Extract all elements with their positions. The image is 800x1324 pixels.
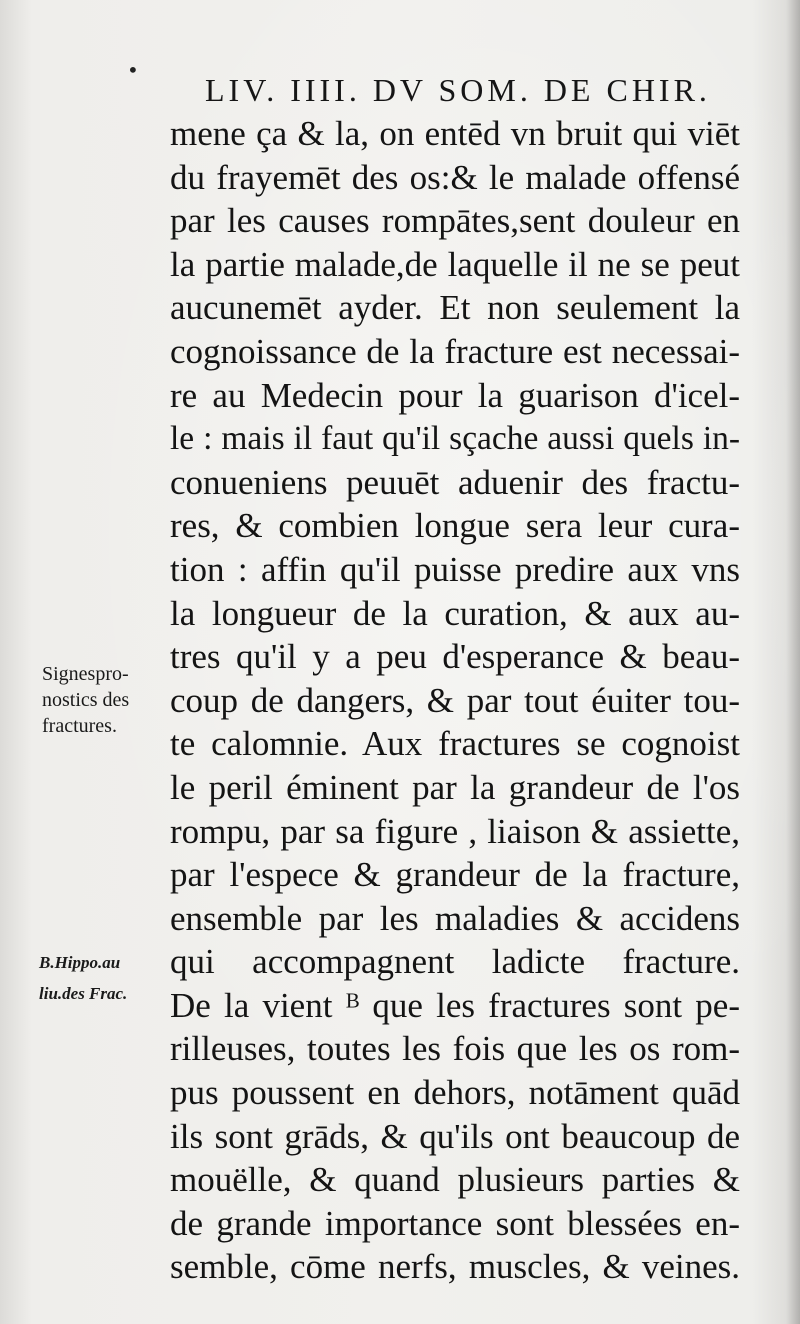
page-edge-shadow	[786, 0, 800, 1324]
margin-note-line: fractures.	[42, 715, 117, 737]
text-line: pus poussent en dehors, notāment quād	[170, 1073, 740, 1113]
text-line: le : mais il faut qu'il sçache aussi quels in-	[170, 420, 740, 458]
text-line: mouëlle, & quand plusieurs parties &	[170, 1160, 740, 1200]
text-line: semble, cōme nerfs, muscles, & veines.	[170, 1247, 740, 1287]
text-line: qui accompagnent ladicte fracture.	[170, 942, 740, 982]
text-line: ils sont grāds, & qu'ils ont beaucoup de	[170, 1116, 740, 1156]
text-line: res, & combien longue sera leur cura-	[170, 506, 740, 546]
text-line: aucunemēt ayder. Et non seulement la	[170, 288, 740, 328]
text-line: rompu, par sa figure , liaison & assiette,	[170, 811, 740, 851]
page-marker-dot: •	[127, 58, 139, 82]
text-line: la longueur de la curation, & aux au-	[170, 593, 740, 633]
text-line: par les causes rompātes,sent douleur en	[170, 201, 740, 241]
text-line: De la vient ᴮ que les fractures sont pe-	[170, 985, 740, 1025]
text-line: le peril éminent par la grandeur de l'os	[170, 767, 740, 807]
margin-note-hippocrates	[39, 947, 127, 1009]
text-line: re au Medecin pour la guarison d'icel-	[170, 375, 740, 415]
margin-note-line: nostics des	[42, 689, 130, 711]
text-line: du frayemēt des os:& le malade offensé	[170, 157, 740, 197]
text-line: conueniens peuuēt aduenir des fractu-	[170, 462, 740, 502]
margin-note-line: liu.des Frac.	[39, 984, 128, 1003]
text-line: coup de dangers, & par tout éuiter tou-	[170, 680, 740, 720]
margin-note-signes	[42, 661, 129, 739]
body-text	[170, 112, 740, 1289]
text-line: de grande importance sont blessées en-	[170, 1203, 740, 1243]
text-line: tres qu'il y a peu d'esperance & beau-	[170, 637, 740, 677]
text-line: tion : affin qu'il puisse predire aux vns	[170, 549, 740, 589]
text-line: rilleuses, toutes les fois que les os rom-	[170, 1029, 740, 1069]
margin-note-line: Signespro-	[42, 663, 129, 685]
text-line: par l'espece & grandeur de la fracture,	[170, 855, 740, 895]
margin-note-line: B.Hippo.au	[39, 953, 121, 972]
running-head: LIV. IIII. DV SOM. DE CHIR.	[205, 72, 711, 108]
text-line: cognoissance de la fracture est necessai-	[170, 331, 740, 371]
text-line: mene ça & la, on entēd vn bruit qui viēt	[170, 114, 740, 153]
text-line: te calomnie. Aux fractures se cognoist	[170, 724, 740, 764]
text-line: la partie malade,de laquelle il ne se peut	[170, 244, 740, 284]
text-line: ensemble par les maladies & accidens	[170, 898, 740, 938]
